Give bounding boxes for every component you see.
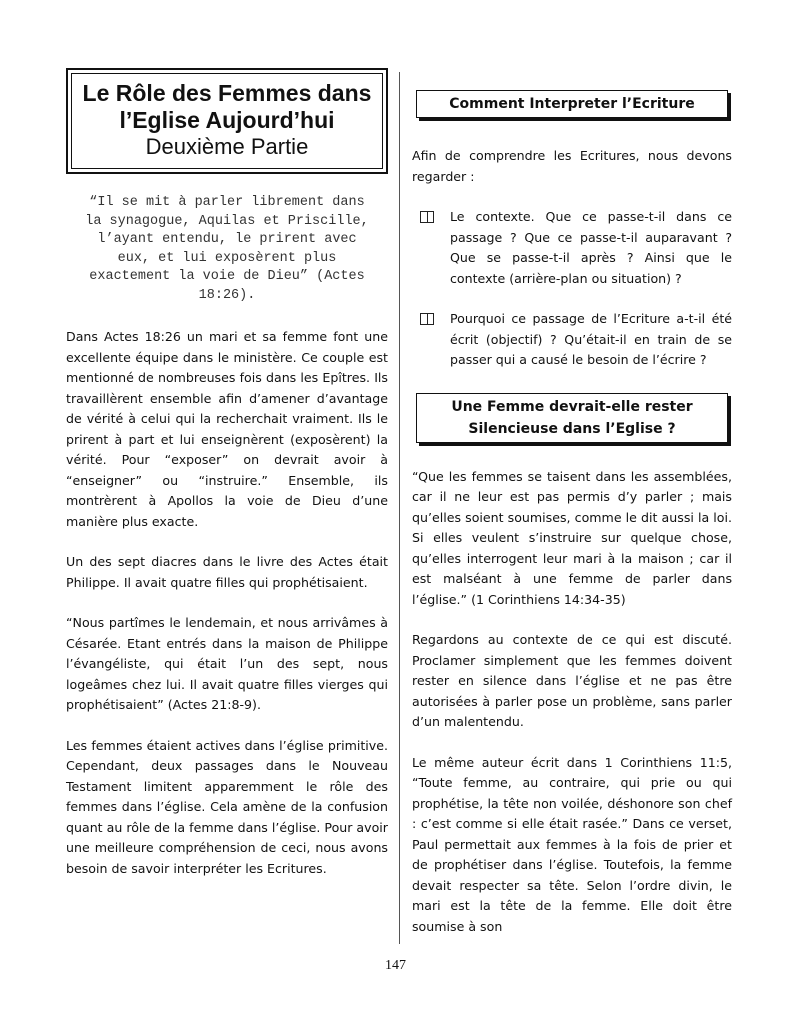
list-item [412,309,732,371]
section-heading-line-1: Une Femme devrait-elle rester [451,398,693,415]
page-number: 147 [385,958,406,973]
subtitle: Deuxième Partie [145,134,309,159]
paragraph: Afin de comprendre les Ecritures, nous devons regarder : [412,148,732,184]
title-line-1: Le Rôle des Femmes dans [82,80,372,106]
paragraph: Les femmes étaient actives dans l’église primitive. Cependant, deux passages dans le Nouveau Testament limitent apparemment le rôle des femmes dans l’église. Cela amène de la confusion quant au rôle de la femme dans l’église. Pour avoir une meilleure compréhension de ceci, nous avons besoin de savoir interpréter les Ecritures. [66,737,388,876]
paragraph: “Que les femmes se taisent dans les assemblées, car il ne leur est pas permis d’y parler ; mais qu’elles soient soumises, comme le dit aussi la loi. Si elles veulent s’instruire sur quelque chose, qu’elles interrogent leur mari à la maison ; car il est malséant à une femme de parler dans l’église.” (1 Corinthiens 14:34-35) [412,468,732,607]
scripture-quote: “Il se mit à parler librement dans la synagogue, Aquilas et Priscille, l’ayant entendu, le prirent avec eux, et lui exposèrent plus exactement la voie de Dieu” (Actes 18:26). [85,195,369,303]
paragraph: Un des sept diacres dans le livre des Actes était Philippe. Il avait quatre filles qui prophétisaient. [66,554,388,590]
section-heading: Comment Interpreter l’Ecriture [416,90,728,118]
title-box [66,68,388,174]
title-line-2: l’Eglise Aujourd’hui [119,107,335,133]
column-divider [399,72,400,944]
list-item [412,207,732,289]
bullet-list [412,207,732,371]
left-column [66,68,388,899]
section-heading [416,393,728,443]
paragraph: Le même auteur écrit dans 1 Corinthiens 11:5, “Toute femme, au contraire, qui prie ou qui prophétise, la tête non voilée, déshonore son chef : c’est comme si elle était rasée.” Dans ce verset, Paul permettait aux femmes à la fois de prier et de prophétiser dans l’église. Toutefois, la femme devait respecter sa tête. Selon l’ordre divin, le mari est la tête de la femme. Elle doit être soumise à son [412,754,732,934]
book-icon [420,313,434,325]
paragraph: Regardons au contexte de ce qui est discuté. Proclamer simplement que les femmes doivent rester en silence dans l’église et ne pas être autorisées à parler pose un problème, sans parler d’un malentendu. [412,632,732,729]
book-icon [420,211,434,223]
paragraph: “Nous partîmes le lendemain, et nous arrivâmes à Césarée. Etant entrés dans la maison de Philippe l’évangéliste, qui était l’un des sept, nous logeâmes chez lui. Il avait quatre filles vierges qui prophétisaient” (Actes 21:8-9). [66,615,388,712]
list-item-text: Pourquoi ce passage de l’Ecriture a-t-il été écrit (objectif) ? Qu’était-il en train de se passer qui a causé le besoin de l’écrire ? [450,311,732,367]
section-heading-line-2: Silencieuse dans l’Eglise ? [468,420,676,437]
paragraph: Dans Actes 18:26 un mari et sa femme font une excellente équipe dans le ministère. Ce couple est mentionné de nombreuses fois dans les Epîtres. Ils travaillèrent ensemble afin d’amener d’avantage de vérité à celui qui la recherchait vraiment. Ils le prirent à part et lui enseignèrent (exposèrent) la vérité. Pour “exposer” on devrait avoir à “enseigner” ou “instruire.” Ensemble, ils montrèrent à Apollos la voie de Dieu d’une manière plus exacte. [66,329,388,529]
right-column [412,68,732,957]
list-item-text: Le contexte. Que ce passe-t-il dans ce passage ? Que ce passe-t-il auparavant ? Que se passe-t-il après ? Ainsi que le contexte (arrière-plan ou situation) ? [450,209,732,286]
